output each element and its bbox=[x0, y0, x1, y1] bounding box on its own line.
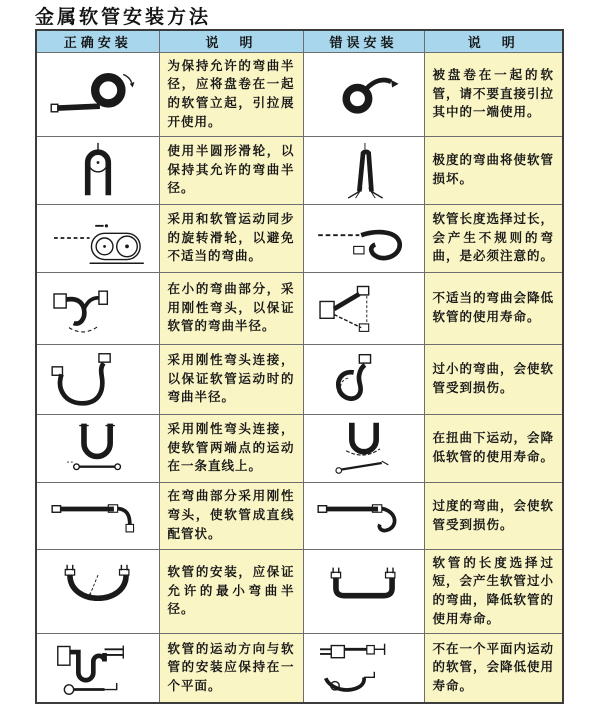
correct-illustration-cell bbox=[36, 136, 159, 204]
col-header-correct-desc: 说 明 bbox=[159, 30, 303, 52]
wrong-desc-cell: 极度的弯曲将使软管损坏。 bbox=[424, 136, 563, 204]
hose-over-semicircular-pulley-icon bbox=[45, 141, 151, 199]
correct-desc-cell: 采用刚性弯头连接，使软管两端点的运动在一条直线上。 bbox=[159, 414, 303, 482]
wrong-desc-cell: 软管长度选择过长，会产生不规则的弯曲，是必须注意的。 bbox=[424, 204, 563, 272]
table-row bbox=[36, 52, 563, 136]
overbent-hose-end-icon bbox=[311, 487, 417, 545]
wrong-illustration-cell bbox=[303, 414, 424, 482]
col-header-wrong: 错误安装 bbox=[303, 30, 424, 52]
wrong-desc-cell: 不适当的弯曲会降低软管的使用寿命。 bbox=[424, 272, 563, 344]
wrong-desc-cell: 不在一个平面内运动的软管，会降低使用寿命。 bbox=[424, 633, 563, 703]
correct-illustration-cell bbox=[36, 549, 159, 633]
correct-illustration-cell bbox=[36, 272, 159, 344]
coiled-hose-unrolled-icon bbox=[45, 65, 151, 123]
col-header-correct: 正确安装 bbox=[36, 30, 159, 52]
wrong-desc-cell: 过度的弯曲，会使软管受到损伤。 bbox=[424, 482, 563, 549]
u-hose-twisted-motion-icon bbox=[311, 419, 417, 477]
correct-desc-cell: 使用半圆形滑轮，以保持其允许的弯曲半径。 bbox=[159, 136, 303, 204]
minimum-bend-radius-u-icon bbox=[45, 562, 151, 620]
straight-hose-rigid-elbow-icon bbox=[45, 487, 151, 545]
out-of-plane-motion-icon bbox=[311, 639, 417, 697]
correct-illustration-cell bbox=[36, 204, 159, 272]
wrong-illustration-cell bbox=[303, 52, 424, 136]
single-plane-motion-trap-icon bbox=[45, 639, 151, 697]
sharply-folded-hose-icon bbox=[311, 141, 417, 199]
too-short-flat-u-icon bbox=[311, 562, 417, 620]
correct-illustration-cell bbox=[36, 344, 159, 414]
synchronized-rotating-pulley-icon bbox=[45, 209, 151, 267]
wrong-illustration-cell bbox=[303, 272, 424, 344]
col-header-wrong-desc: 说 明 bbox=[424, 30, 563, 52]
too-small-bend-hook-icon bbox=[311, 350, 417, 408]
u-hose-aligned-motion-icon bbox=[45, 419, 151, 477]
wrong-desc-cell: 在扭曲下运动，会降低软管的使用寿命。 bbox=[424, 414, 563, 482]
table-row bbox=[36, 272, 563, 344]
table-row bbox=[36, 549, 563, 633]
overlong-hose-irregular-loop-icon bbox=[311, 209, 417, 267]
correct-desc-cell: 采用刚性弯头连接，以保证软管运动时的弯曲半径。 bbox=[159, 344, 303, 414]
table-row bbox=[36, 633, 563, 703]
rigid-elbow-u-loop-icon bbox=[45, 350, 151, 408]
rigid-elbow-at-small-bend-icon bbox=[45, 279, 151, 337]
correct-desc-cell: 在弯曲部分采用刚性弯头，使软管成直线配管状。 bbox=[159, 482, 303, 549]
correct-illustration-cell bbox=[36, 482, 159, 549]
wrong-illustration-cell bbox=[303, 136, 424, 204]
correct-illustration-cell bbox=[36, 633, 159, 703]
table-row bbox=[36, 482, 563, 549]
correct-illustration-cell bbox=[36, 52, 159, 136]
wrong-desc-cell: 软管的长度选择过短，会产生软管过小的弯曲，降低软管的使用寿命。 bbox=[424, 549, 563, 633]
table-row bbox=[36, 204, 563, 272]
wrong-desc-cell: 过小的弯曲，会使软管受到损伤。 bbox=[424, 344, 563, 414]
table-row bbox=[36, 136, 563, 204]
correct-desc-cell: 为保持允许的弯曲半径，应将盘卷在一起的软管立起，引拉展开使用。 bbox=[159, 52, 303, 136]
coiled-hose-pulled-end-icon bbox=[311, 65, 417, 123]
correct-desc-cell: 软管的运动方向与软管的安装应保持在一个平面。 bbox=[159, 633, 303, 703]
wrong-illustration-cell bbox=[303, 482, 424, 549]
wrong-illustration-cell bbox=[303, 204, 424, 272]
wrong-illustration-cell bbox=[303, 549, 424, 633]
improper-sharp-bend-icon bbox=[311, 279, 417, 337]
header-row bbox=[36, 30, 563, 52]
wrong-illustration-cell bbox=[303, 344, 424, 414]
installation-table bbox=[35, 29, 564, 704]
table-row bbox=[36, 414, 563, 482]
correct-desc-cell: 采用和软管运动同步的旋转滑轮，以避免不适当的弯曲。 bbox=[159, 204, 303, 272]
correct-illustration-cell bbox=[36, 414, 159, 482]
page-title: 金属软管安装方法 bbox=[35, 6, 212, 28]
wrong-illustration-cell bbox=[303, 633, 424, 703]
table-row bbox=[36, 344, 563, 414]
wrong-desc-cell: 被盘卷在一起的软管，请不要直接引拉其中的一端使用。 bbox=[424, 52, 563, 136]
correct-desc-cell: 软管的安装，应保证允许的最小弯曲半径。 bbox=[159, 549, 303, 633]
correct-desc-cell: 在小的弯曲部分，采用刚性弯头，以保证软管的弯曲半径。 bbox=[159, 272, 303, 344]
